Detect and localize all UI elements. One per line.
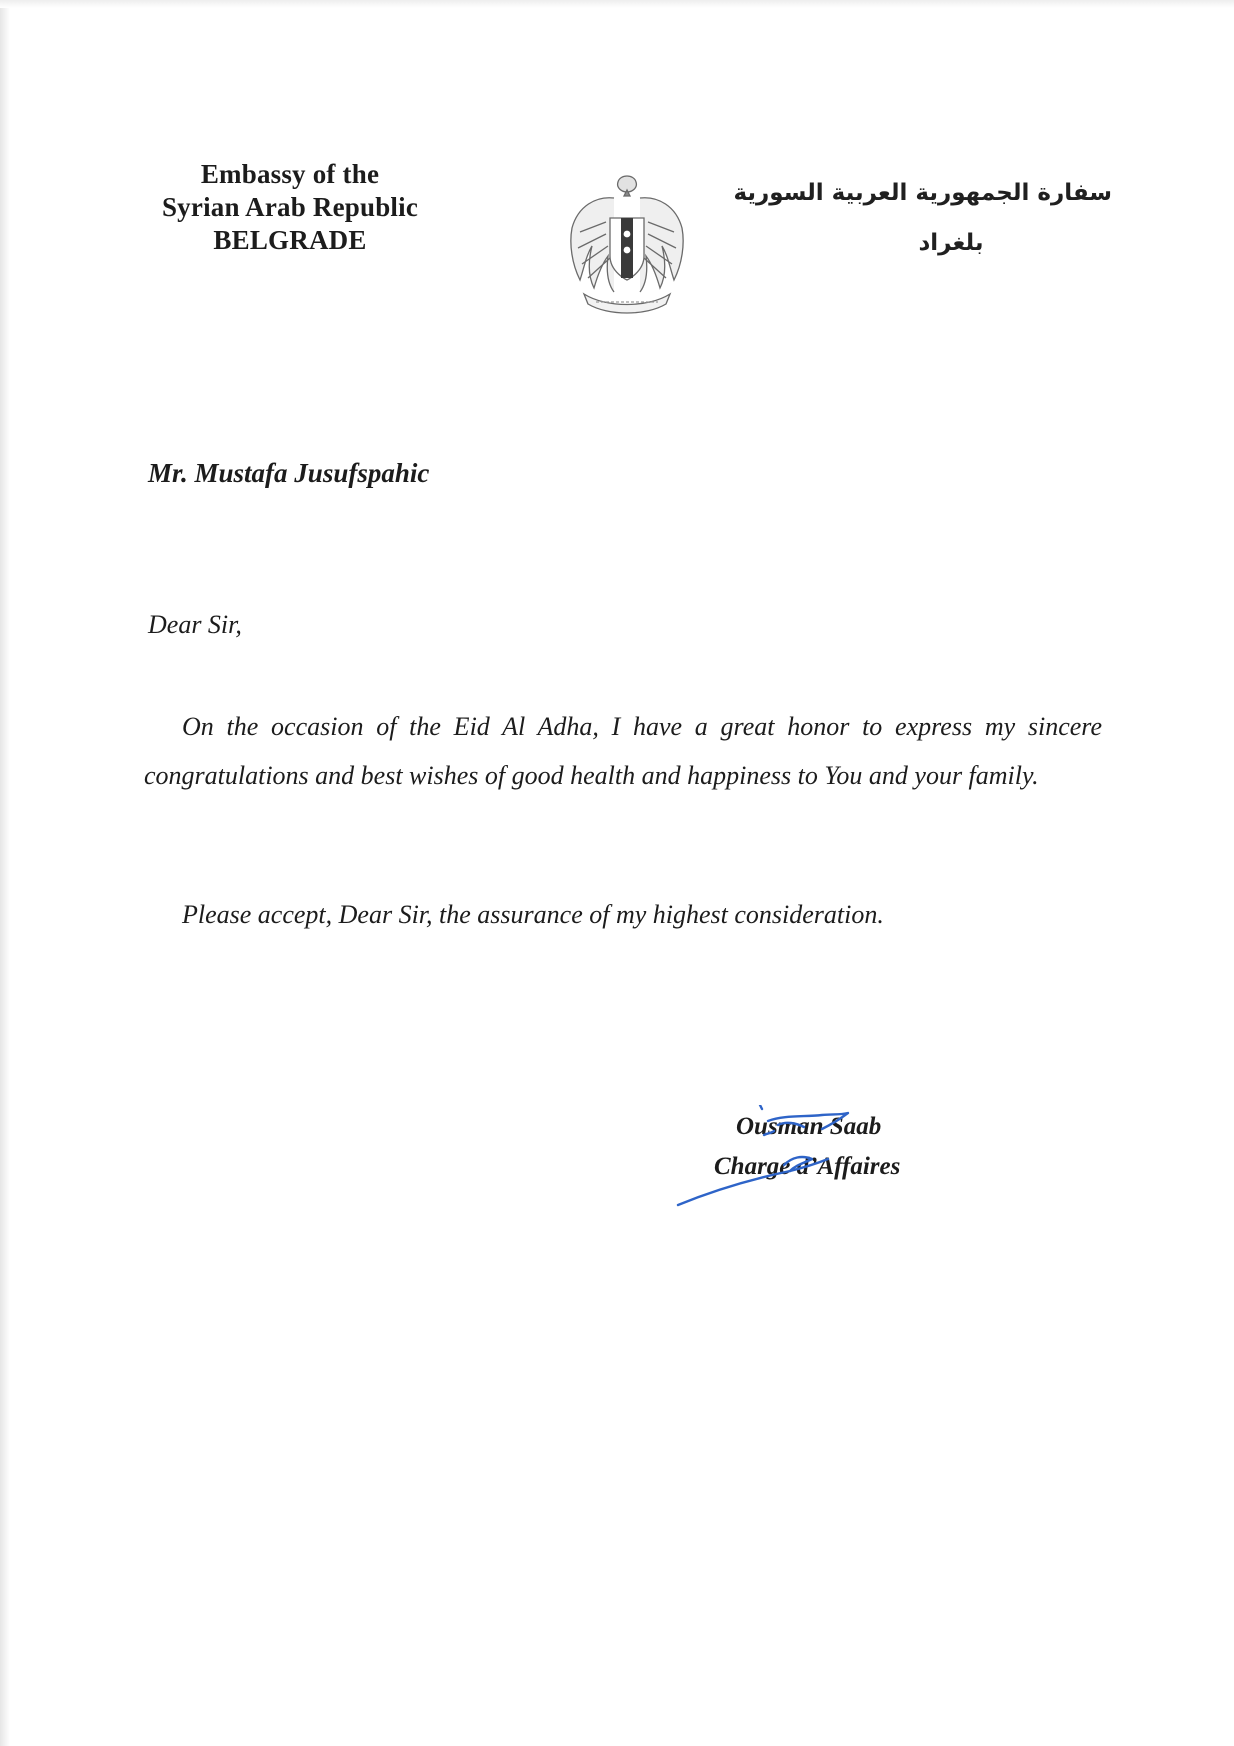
scan-top-shadow bbox=[0, 0, 1234, 8]
letterhead-line-2: Syrian Arab Republic bbox=[161, 192, 419, 222]
letterhead-arabic-line-1: سفارة الجمهورية العربية السورية bbox=[733, 180, 1112, 206]
body-paragraph: On the occasion of the Eid Al Adha, I have a great honor to express my sincere congratulations and best wishes of good health and happiness to You and your family. bbox=[144, 712, 1102, 790]
letterhead-english bbox=[130, 158, 450, 257]
letterhead-arabic-line-2: بلغراد bbox=[918, 230, 984, 256]
letterhead-arabic bbox=[733, 168, 1112, 268]
signatory-title: Charge d’Affaires bbox=[714, 1153, 901, 1180]
scan-edge-shadow bbox=[0, 0, 10, 1746]
coat-of-arms-icon bbox=[566, 172, 688, 318]
handwritten-signature bbox=[672, 1105, 932, 1215]
letterhead-line-3: BELGRADE bbox=[213, 225, 367, 255]
recipient-name: Mr. Mustafa Jusufspahic bbox=[148, 458, 430, 488]
closing-line: Please accept, Dear Sir, the assurance of my highest consideration. bbox=[182, 900, 884, 929]
salutation: Dear Sir, bbox=[148, 610, 242, 639]
letterhead-line-1: Embassy of the bbox=[200, 159, 380, 189]
signatory-name: Ousman Saab bbox=[736, 1113, 882, 1140]
